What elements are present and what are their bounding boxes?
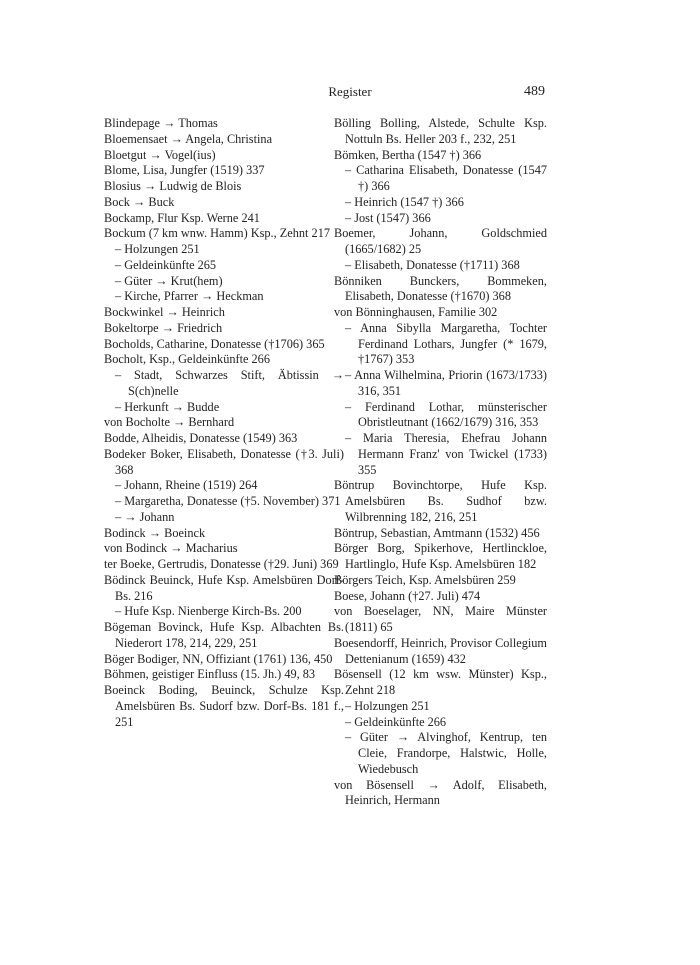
index-subentry: – Anna Sibylla Margaretha, Tochter Ferdinand Lothars, Jungfer (* 1679, †1767) 353 [345, 320, 547, 367]
index-entry: Bölling Bolling, Alstede, Schulte Ksp. Nottuln Bs. Heller 203 f., 232, 251 [334, 116, 547, 146]
index-column-left [104, 116, 344, 730]
index-entry: Börger Borg, Spikerhove, Hertlinckloe, Hartlinglo, Hufe Ksp. Amelsbüren 182 [334, 541, 547, 571]
index-subentry: – Heinrich (1547 †) 366 [345, 194, 464, 209]
index-entry: Bömken, Bertha (1547 †) 366 [334, 147, 482, 162]
index-subentry: – Anna Wilhelmina, Priorin (1673/1733) 316, 351 [345, 368, 547, 398]
index-entry: Bödinck Beuinck, Hufe Ksp. Amelsbüren Dorf-Bs. 216 [104, 572, 344, 603]
index-subentry: – Holzungen 251 [345, 698, 430, 713]
index-entry: Bocholds, Catharine, Donatesse (†1706) 365 [104, 336, 325, 351]
index-entry: Böntrup, Sebastian, Amtmann (1532) 456 [334, 525, 540, 540]
page-number: 489 [524, 84, 545, 99]
index-subentry: – Herkunft → Budde [115, 399, 220, 414]
index-entry: Bögeman Bovinck, Hufe Ksp. Albachten Bs. Niederort 178, 214, 229, 251 [104, 620, 344, 650]
index-entry: von Bösensell → Adolf, Elisabeth, Heinrich, Hermann [334, 777, 547, 808]
index-entry: von Boeselager, NN, Maire Münster (1811) 65 [334, 604, 547, 634]
index-entry: Böhmen, geistiger Einfluss (15. Jh.) 49, 83 [104, 667, 316, 682]
index-subentry: – Güter → Alvinghof, Kentrup, ten Cleie, Frandorpe, Halstwic, Holle, Wiedebusch [345, 730, 547, 776]
index-entry: Bocholt, Ksp., Geldeinkünfte 266 [104, 352, 270, 367]
index-subentry: – Kirche, Pfarrer → Heckman [115, 289, 264, 304]
index-entry: Blome, Lisa, Jungfer (1519) 337 [104, 163, 265, 178]
index-entry: Bösensell (12 km wsw. Münster) Ksp., Zehnt 218 [334, 667, 547, 697]
index-subentry: – Jost (1547) 366 [345, 210, 431, 225]
index-subentry: – Elisabeth, Donatesse (†1711) 368 [345, 257, 520, 272]
index-column-right [334, 116, 547, 809]
index-entry: von Bodinck → Macharius [104, 541, 238, 556]
index-entry: Bockamp, Flur Ksp. Werne 241 [104, 210, 260, 225]
index-subentry: – → Johann [115, 509, 175, 524]
index-entry: Blosius → Ludwig de Blois [104, 179, 242, 193]
index-entry: Bönniken Bunckers, Bommeken, Elisabeth, Donatesse (†1670) 368 [334, 273, 547, 304]
index-entry: Bodeker Boker, Elisabeth, Donatesse (†3. Juli) 368 [104, 446, 344, 477]
index-entry: Boemer, Johann, Goldschmied (1665/1682) 25 [334, 226, 547, 256]
index-entry: Bockwinkel → Heinrich [104, 305, 225, 319]
index-entry: Börgers Teich, Ksp. Amelsbüren 259 [334, 572, 516, 587]
running-header [0, 84, 700, 104]
index-subentry: – Margaretha, Donatesse (†5. November) 371 [115, 494, 341, 508]
index-subentry: – Catharina Elisabeth, Donatesse (1547 †) 366 [345, 163, 547, 193]
index-subentry: – Maria Theresia, Ehefrau Johann Hermann Franz' von Twickel (1733) 355 [345, 431, 547, 477]
index-subentry: – Holzungen 251 [115, 242, 200, 256]
index-entry: Böger Bodiger, NN, Offiziant (1761) 136, 450 [104, 651, 333, 666]
index-entry: Bloemensaet → Angela, Christina [104, 131, 273, 146]
index-entry: Bloetgut → Vogel(ius) [104, 147, 216, 162]
index-entry: Bodinck → Boeinck [104, 525, 206, 540]
index-entry: von Bocholte → Bernhard [104, 415, 235, 430]
index-subentry: – Hufe Ksp. Nienberge Kirch-Bs. 200 [115, 604, 302, 619]
index-subentry: – Stadt, Schwarzes Stift, Äbtissin → S(ch)nelle [115, 368, 344, 398]
index-subentry: – Geldeinkünfte 266 [345, 714, 447, 729]
index-entry: Bock → Buck [104, 194, 175, 209]
index-entry: von Bönninghausen, Familie 302 [334, 305, 498, 319]
page-title: Register [328, 84, 372, 99]
index-entry: Bockum (7 km wnw. Hamm) Ksp., Zehnt 217 [104, 226, 330, 241]
index-entry: Boese, Johann (†27. Juli) 474 [334, 588, 481, 603]
index-entry: Böntrup Bovinchtorpe, Hufe Ksp. Amelsbüren Bs. Sudhof bzw. Wilbrenning 182, 216, 251 [334, 478, 547, 524]
index-entry: Bokeltorpe → Friedrich [104, 320, 223, 335]
index-entry: Blindepage → Thomas [104, 116, 218, 130]
index-subentry: – Geldeinkünfte 265 [115, 257, 217, 272]
index-entry: Boeinck Boding, Beuinck, Schulze Ksp. Amelsbüren Bs. Sudorf bzw. Dorf-Bs. 181 f., 251 [104, 683, 344, 729]
index-subentry: – Johann, Rheine (1519) 264 [115, 478, 258, 493]
index-subentry: – Güter → Krut(hem) [115, 273, 223, 288]
index-entry: Boesendorff, Heinrich, Provisor Collegium Dettenianum (1659) 432 [334, 635, 547, 666]
index-entry: ter Boeke, Gertrudis, Donatesse (†29. Juni) 369 [104, 557, 339, 571]
index-entry: Bodde, Alheidis, Donatesse (1549) 363 [104, 431, 298, 445]
index-subentry: – Ferdinand Lothar, münsterischer Obristleutnant (1662/1679) 316, 353 [345, 399, 547, 430]
